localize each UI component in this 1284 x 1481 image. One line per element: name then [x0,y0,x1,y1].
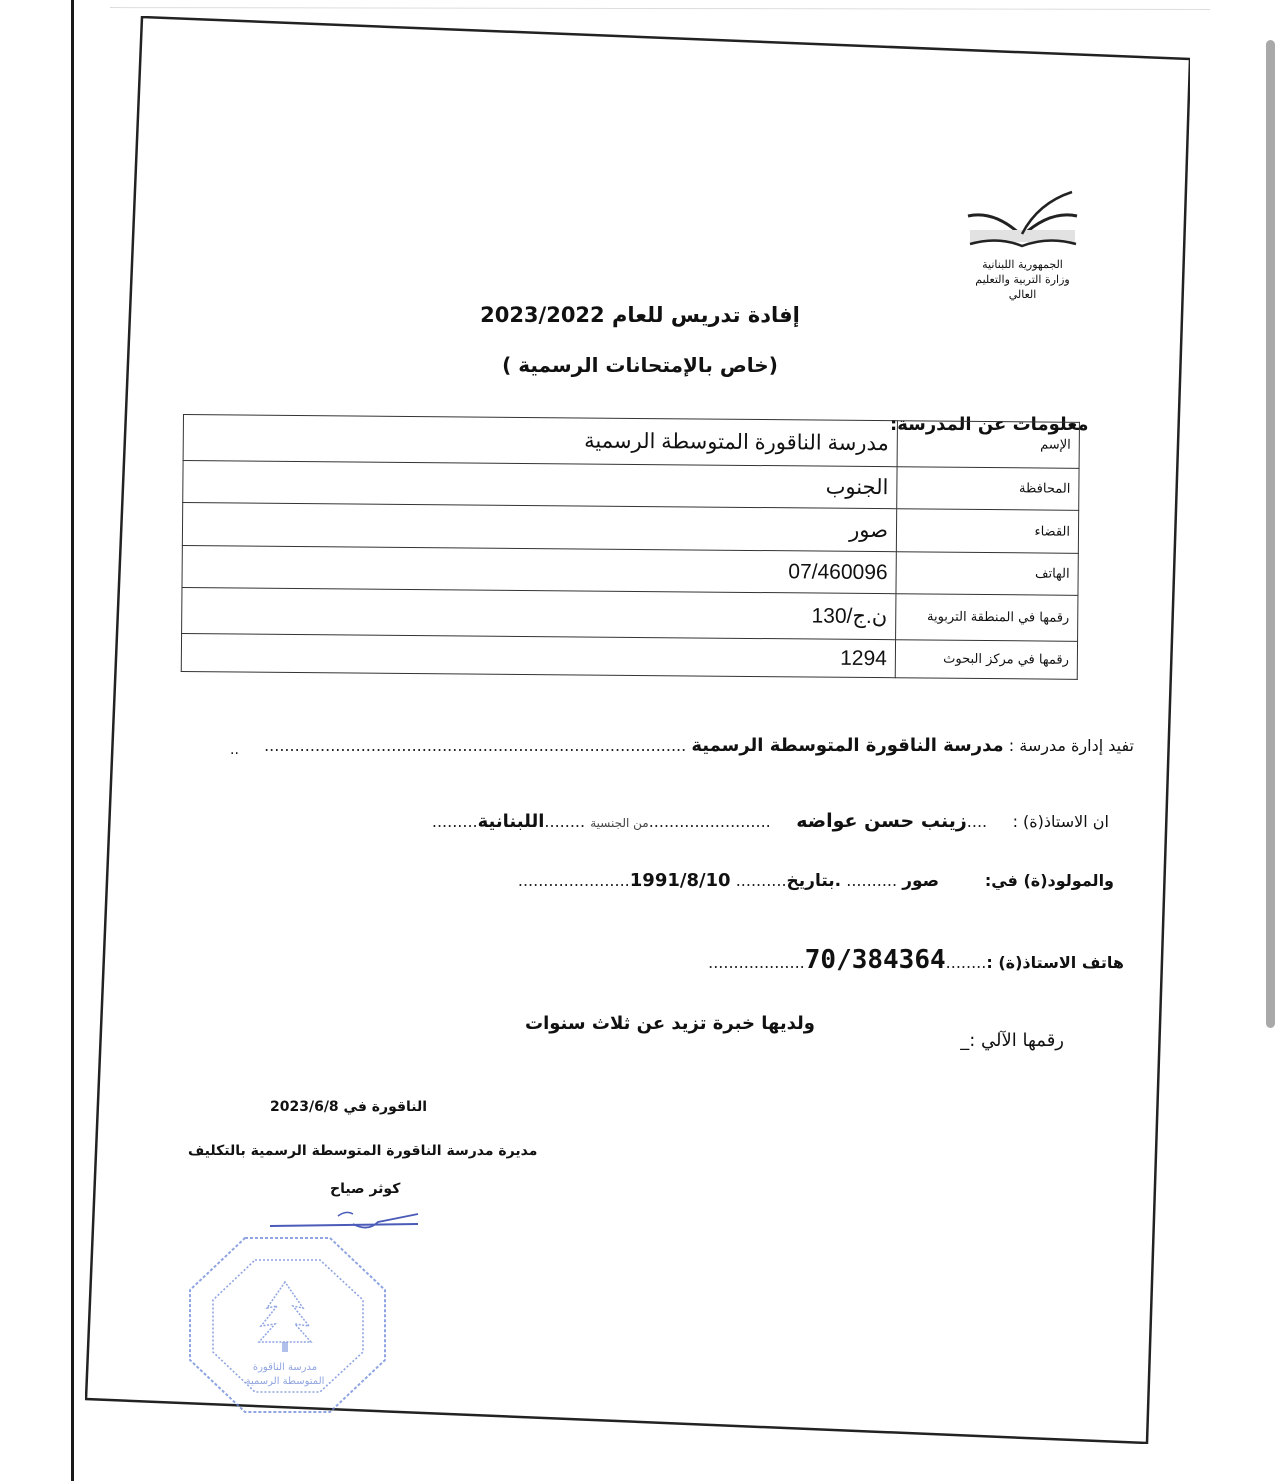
declaration-school: مدرسة الناقورة المتوسطة الرسمية [691,735,1004,756]
row-label: رقمها في مركز البحوث [895,640,1077,680]
birth-date-label: .بتاريخ [786,871,842,891]
birth-place: صور [902,871,940,891]
declaration-line [264,735,1134,756]
cedar-tree-icon [259,1282,311,1352]
teacher-name: زينب حسن عواضه [796,810,967,832]
declaration-prefix: تفيد إدارة مدرسة : [1008,736,1134,755]
row-label: الإسم [897,421,1079,469]
teacher-label: ان الاستاذ(ة) : [1012,812,1109,831]
paper-top-edge [110,7,1210,10]
signatory-title: مديرة مدرسة الناقورة المتوسطة الرسمية بالتكليف [188,1143,538,1159]
stamp-text-school: مدرسة الناقورة [252,1362,318,1373]
row-label: القضاء [896,509,1078,554]
teacher-dots-after: ........................ [648,812,771,831]
logo-text-republic: الجمهورية اللبنانية [982,258,1063,271]
row-value: 07/460096 [182,545,896,593]
document-subtitle: (خاص بالإمتحانات الرسمية ) [502,353,778,377]
teacher-phone-dots-after: ................... [708,953,805,972]
document-title: إفادة تدريس للعام 2023/2022 [480,303,800,327]
ministry-logo [960,188,1085,301]
row-value: 1294 [181,633,895,677]
teacher-dots-before: .... [966,812,988,831]
nationality-value: اللبنانية [477,811,545,832]
table-row [183,415,1079,469]
place-and-date: الناقورة في 2023/6/8 [270,1099,428,1115]
experience-statement: ولديها خبرة تزيد عن ثلاث سنوات [525,1013,815,1034]
birth-date: 1991/8/10 [629,870,731,891]
nationality-label: من الجنسية [590,816,649,830]
section-label-school-info: معلومات عن المدرسة: [890,414,1089,435]
official-stamp [185,1230,390,1420]
teacher-line [432,810,1109,832]
birth-date-dots: .......... [735,871,787,890]
teacher-phone-value: 70/384364 [804,945,946,975]
stamp-text-type: المتوسطة الرسمية [245,1376,325,1387]
row-value: صور [182,503,896,552]
teacher-phone-dots-before: ........ [945,953,987,972]
table-row [181,633,1077,679]
row-label: الهاتف [896,552,1078,596]
open-book-icon [960,188,1085,253]
paper-edge [71,0,74,1481]
row-value: مدرسة الناقورة المتوسطة الرسمية [183,415,897,467]
birth-place-dots: .......... [846,871,898,890]
school-info-table [181,414,1080,680]
teacher-phone-line [708,945,1124,975]
birth-label: والمولود(ة) في: [984,871,1114,890]
logo-text-ministry: وزارة التربية والتعليم العالي [975,273,1070,301]
table-row [182,587,1078,641]
row-value: ن.ج/130 [182,587,896,639]
row-label: المحافظة [897,467,1079,511]
signatory-name: كوثر صياح [330,1181,401,1197]
nationality-dots-after: ......... [431,812,478,831]
auto-number-label: رقمها الآلي :_ [960,1030,1064,1051]
birth-line [518,870,1114,891]
row-label: رقمها في المنطقة التربوية [896,594,1078,642]
row-value: الجنوب [183,461,897,509]
nationality-dots-before: ........ [544,812,586,831]
declaration-dots-continued: .. [230,742,239,758]
birth-date-trailing-dots: ...................... [517,871,630,890]
declaration-dots: ................................................................................... [264,736,687,755]
vertical-scrollbar[interactable] [1266,40,1275,1028]
teacher-phone-label: هاتف الاستاذ(ة) : [986,953,1124,972]
